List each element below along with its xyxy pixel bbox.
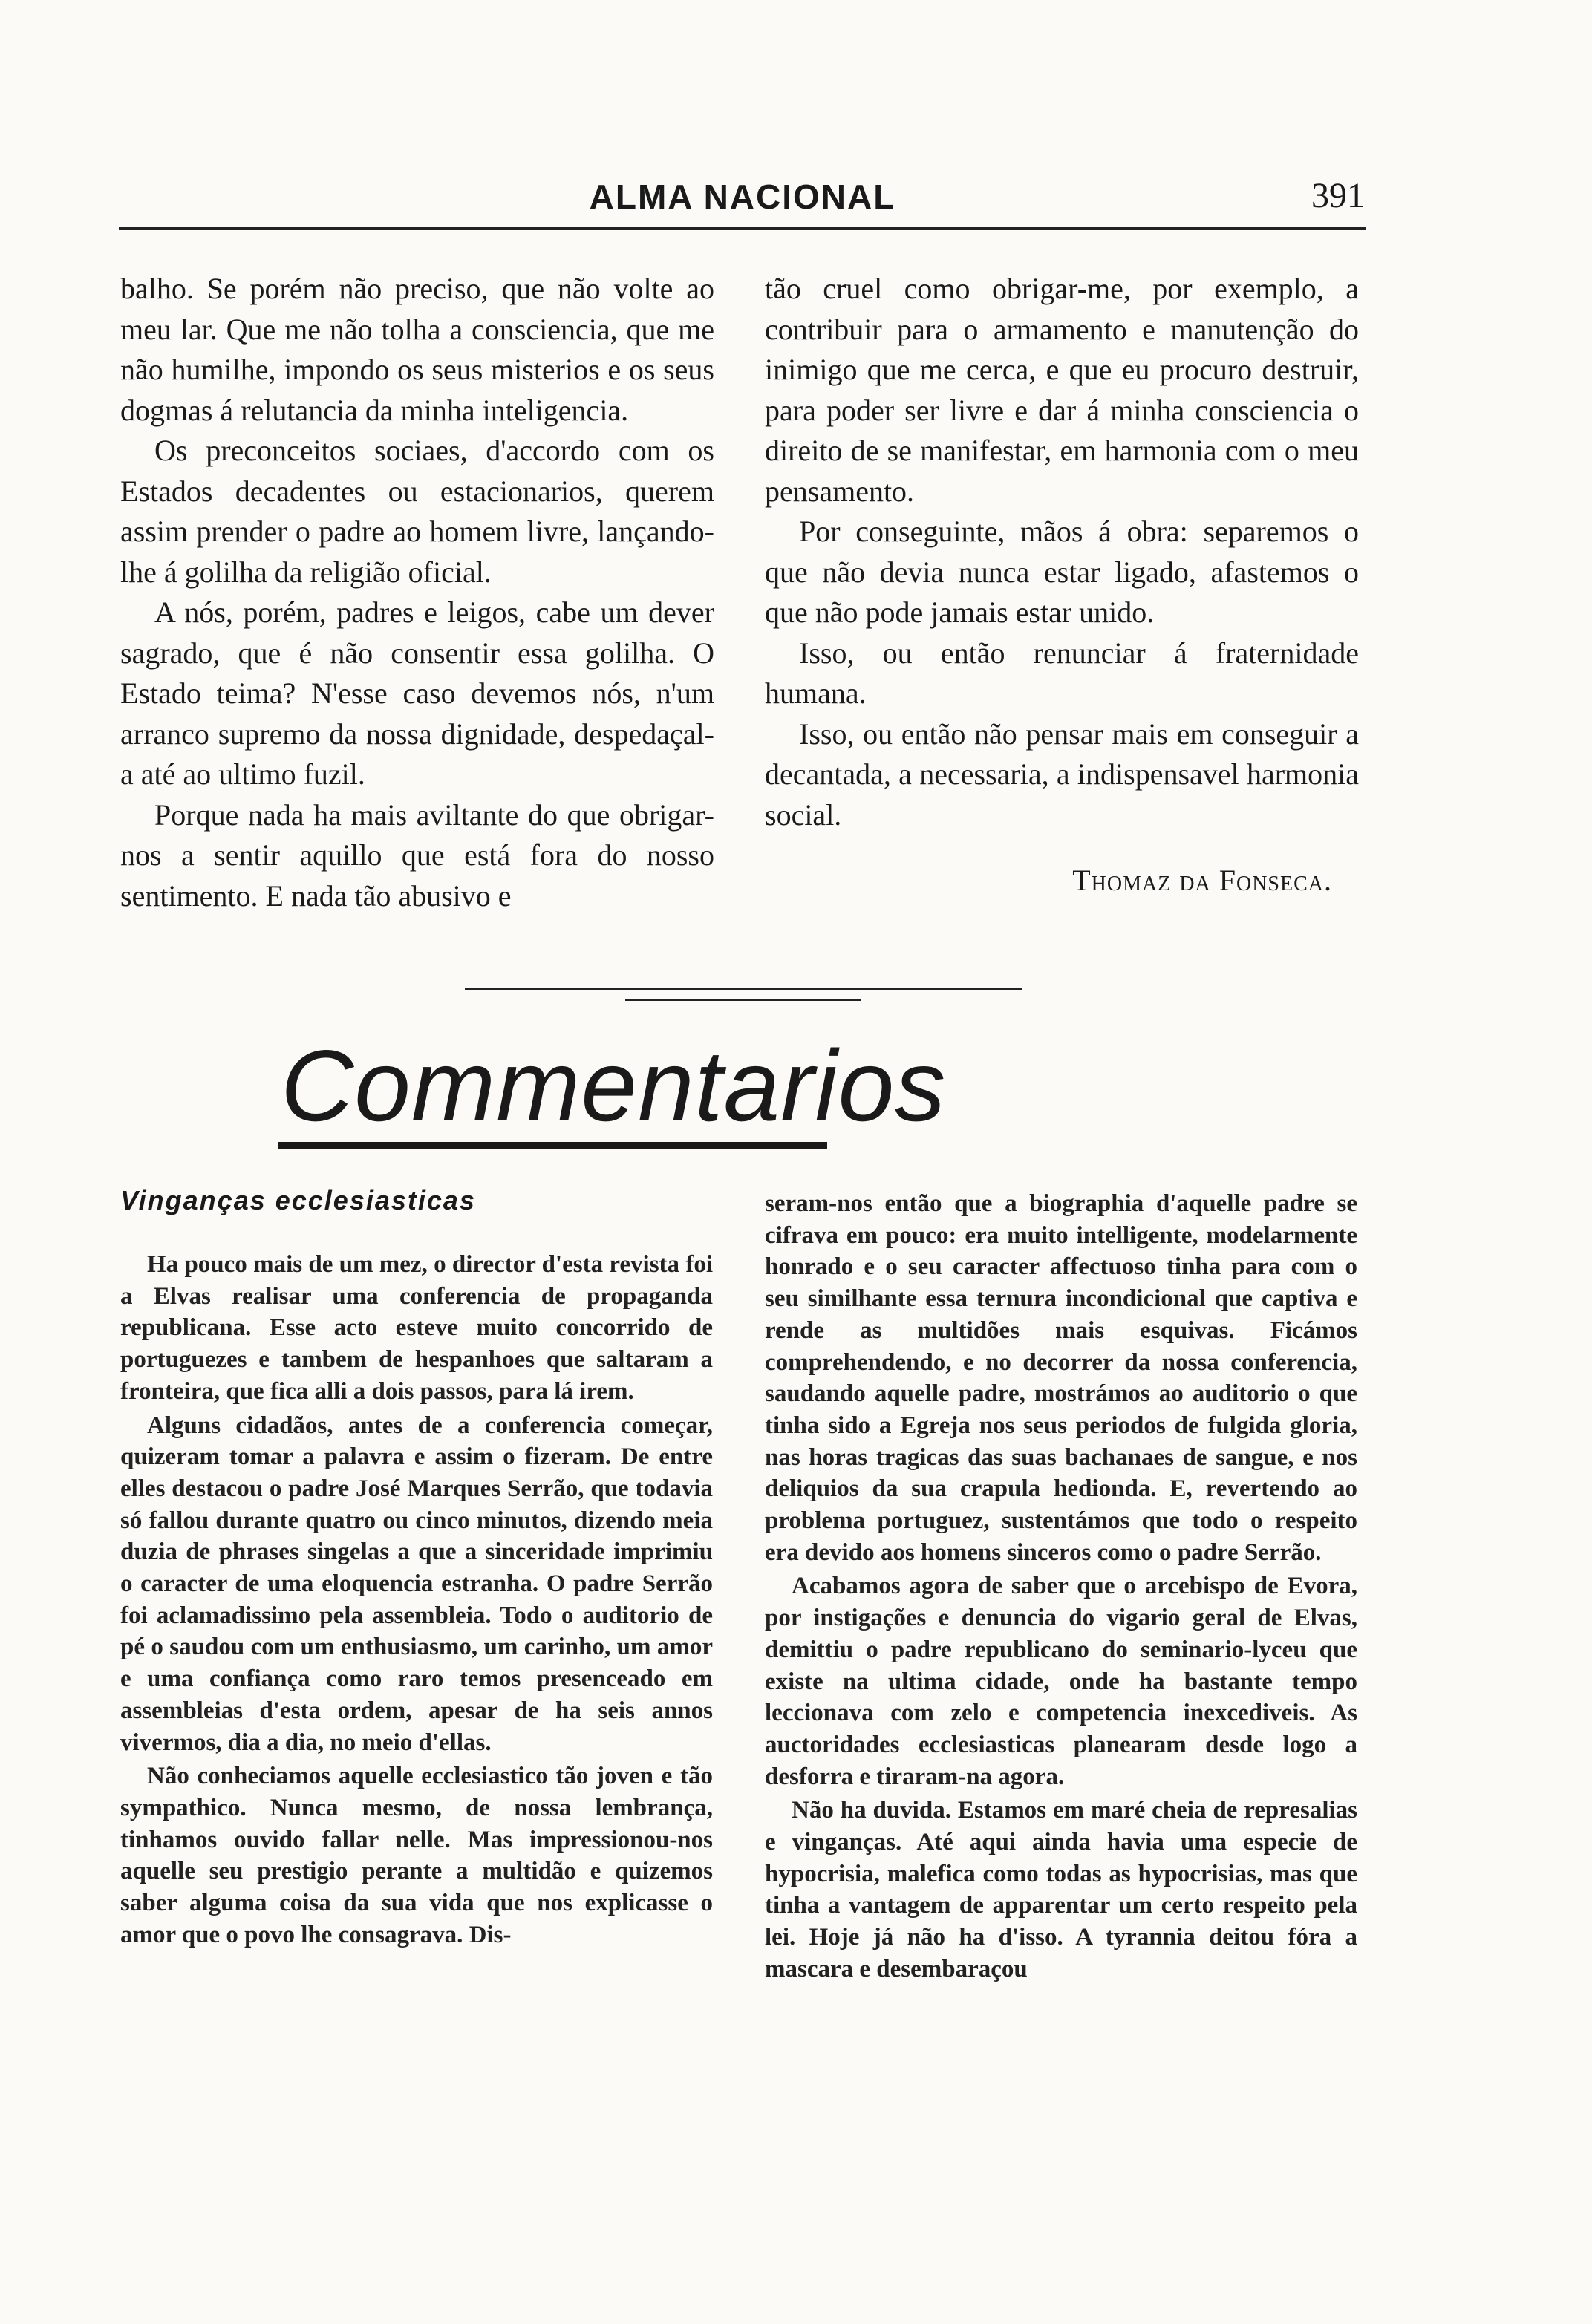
page-header: [120, 171, 1365, 230]
paragraph: Ha pouco mais de um mez, o director d'esta revista foi a Elvas realisar uma conferencia de propaganda republicana. Esse acto esteve muito concorrido de portuguezes e tambem de hespanhoes que saltaram a fronteira, que fica alli a dois passos, para lá irem.: [120, 1251, 713, 1405]
article2-right-column: [765, 1188, 1357, 1988]
paragraph: seram-nos então que a biographia d'aquelle padre se cifrava em pouco: era muito intelligente, modelarmente honrado e o seu caracter affectuoso tinha para com o seu similhante essa ternura incondicional que captiva e rende as multidões mais esquivas. Ficámos comprehendendo, e no decorrer da nossa conferencia, saudando aquelle padre, mostrámos ao auditorio o que tinha sido a Egreja nos seus periodos de fulgida gloria, nas horas tragicas das suas bachanaes de sangue, e nos deliquios da sua crapula hedionda. E, revertendo ao problema portuguez, sustentámos que todo o respeito era devido aos homens sinceros como o padre Serrão.: [765, 1190, 1357, 1566]
paragraph: Os preconceitos sociaes, d'accordo com os Estados decadentes ou estacionarios, querem assim prender o padre ao homem livre, lançando-lhe á golilha da religião oficial.: [120, 434, 714, 589]
separator-rule-short: [625, 999, 861, 1001]
paragraph: Isso, ou então renunciar á fraternidade humana.: [765, 636, 1359, 710]
article1-left-column: [120, 269, 714, 916]
paragraph: tão cruel como obrigar-me, por exemplo, a contribuir para o armamento e manutenção do inimigo que me cerca, e que eu procuro destruir, para poder ser livre e dar á minha consciencia o direito de se manifestar, em harmonia com o meu pensamento.: [765, 272, 1359, 508]
paragraph: Isso, ou então não pensar mais em conseguir a decantada, a necessaria, a indispensavel harmonia social.: [765, 717, 1359, 832]
paragraph: Acabamos agora de saber que o arcebispo de Evora, por instigações e denuncia do vigario geral de Elvas, demittiu o padre republicano do seminario-lyceu que existe na ultima cidade, onde ha bastante tempo leccionava com zelo e competencia inexcediveis. As auctoridades ecclesiasticas planearam desde logo a desforra e tiraram-na agora.: [765, 1573, 1357, 1790]
paragraph: balho. Se porém não preciso, que não volte ao meu lar. Que me não tolha a consciencia, que me não humilhe, impondo os seus misterios e os seus dogmas á relutancia da minha inteligencia.: [120, 272, 714, 427]
paragraph: A nós, porém, padres e leigos, cabe um dever sagrado, que é não consentir essa golilha. O Estado teima? N'esse caso devemos nós, n'um arranco supremo da nossa dignidade, despedaçal-a até ao ultimo fuzil.: [120, 595, 714, 791]
header-rule: [119, 227, 1366, 230]
section-title: Commentarios: [281, 1029, 947, 1142]
journal-title: ALMA NACIONAL: [589, 177, 896, 216]
article2-left-column: [120, 1249, 713, 1953]
paragraph: Não ha duvida. Estamos em maré cheia de represalias e vinganças. Até aqui ainda havia uma especie de hypocrisia, malefica como todas as hypocrisias, mas que tinha a vantagem de apparentar um certo respeito pela lei. Hoje já não ha d'isso. A tyrannia deitou fóra a mascara e desembaraçou: [765, 1797, 1357, 1982]
paragraph: Por conseguinte, mãos á obra: separemos o que não devia nunca estar ligado, afastemos o que não pode jamais estar unido.: [765, 515, 1359, 629]
author-signature: Thomaz da Fonseca.: [1072, 864, 1332, 897]
paragraph: Não conheciamos aquelle ecclesiastico tão joven e tão sympathico. Nunca mesmo, de nossa lembrança, tinhamos ouvido fallar nelle. Mas impressionou-nos aquelle seu prestigio perante a multidão e quizemos saber alguma coisa da sua vida que nos explicasse o amor que o povo lhe consagrava. Dis-: [120, 1763, 713, 1948]
title-underline: [278, 1142, 827, 1149]
page-number: 391: [1311, 176, 1365, 215]
article-subhead: Vinganças ecclesiasticas: [120, 1185, 476, 1215]
article1-right-column: [765, 269, 1359, 901]
paragraph: Porque nada ha mais aviltante do que obrigar-nos a sentir aquillo que está fora do nosso sentimento. E nada tão abusivo e: [120, 797, 714, 913]
separator-rule: [465, 988, 1022, 990]
paragraph: Alguns cidadãos, antes de a conferencia começar, quizeram tomar a palavra e assim o fizeram. De entre elles destacou o padre José Marques Serrão, que todavia só fallou durante quatro ou cinco minutos, dizendo meia duzia de phrases singelas a que a sinceridade imprimiu o caracter de uma eloquencia estranha. O padre Serrão foi aclamadissimo pela assembleia. Todo o auditorio de pé o saudou com um enthusiasmo, um carinho, um amor e uma confiança como raro temos presenceado em assembleias d'esta ordem, apesar de ha seis annos vivermos, dia a dia, no meio d'ellas.: [120, 1411, 713, 1756]
